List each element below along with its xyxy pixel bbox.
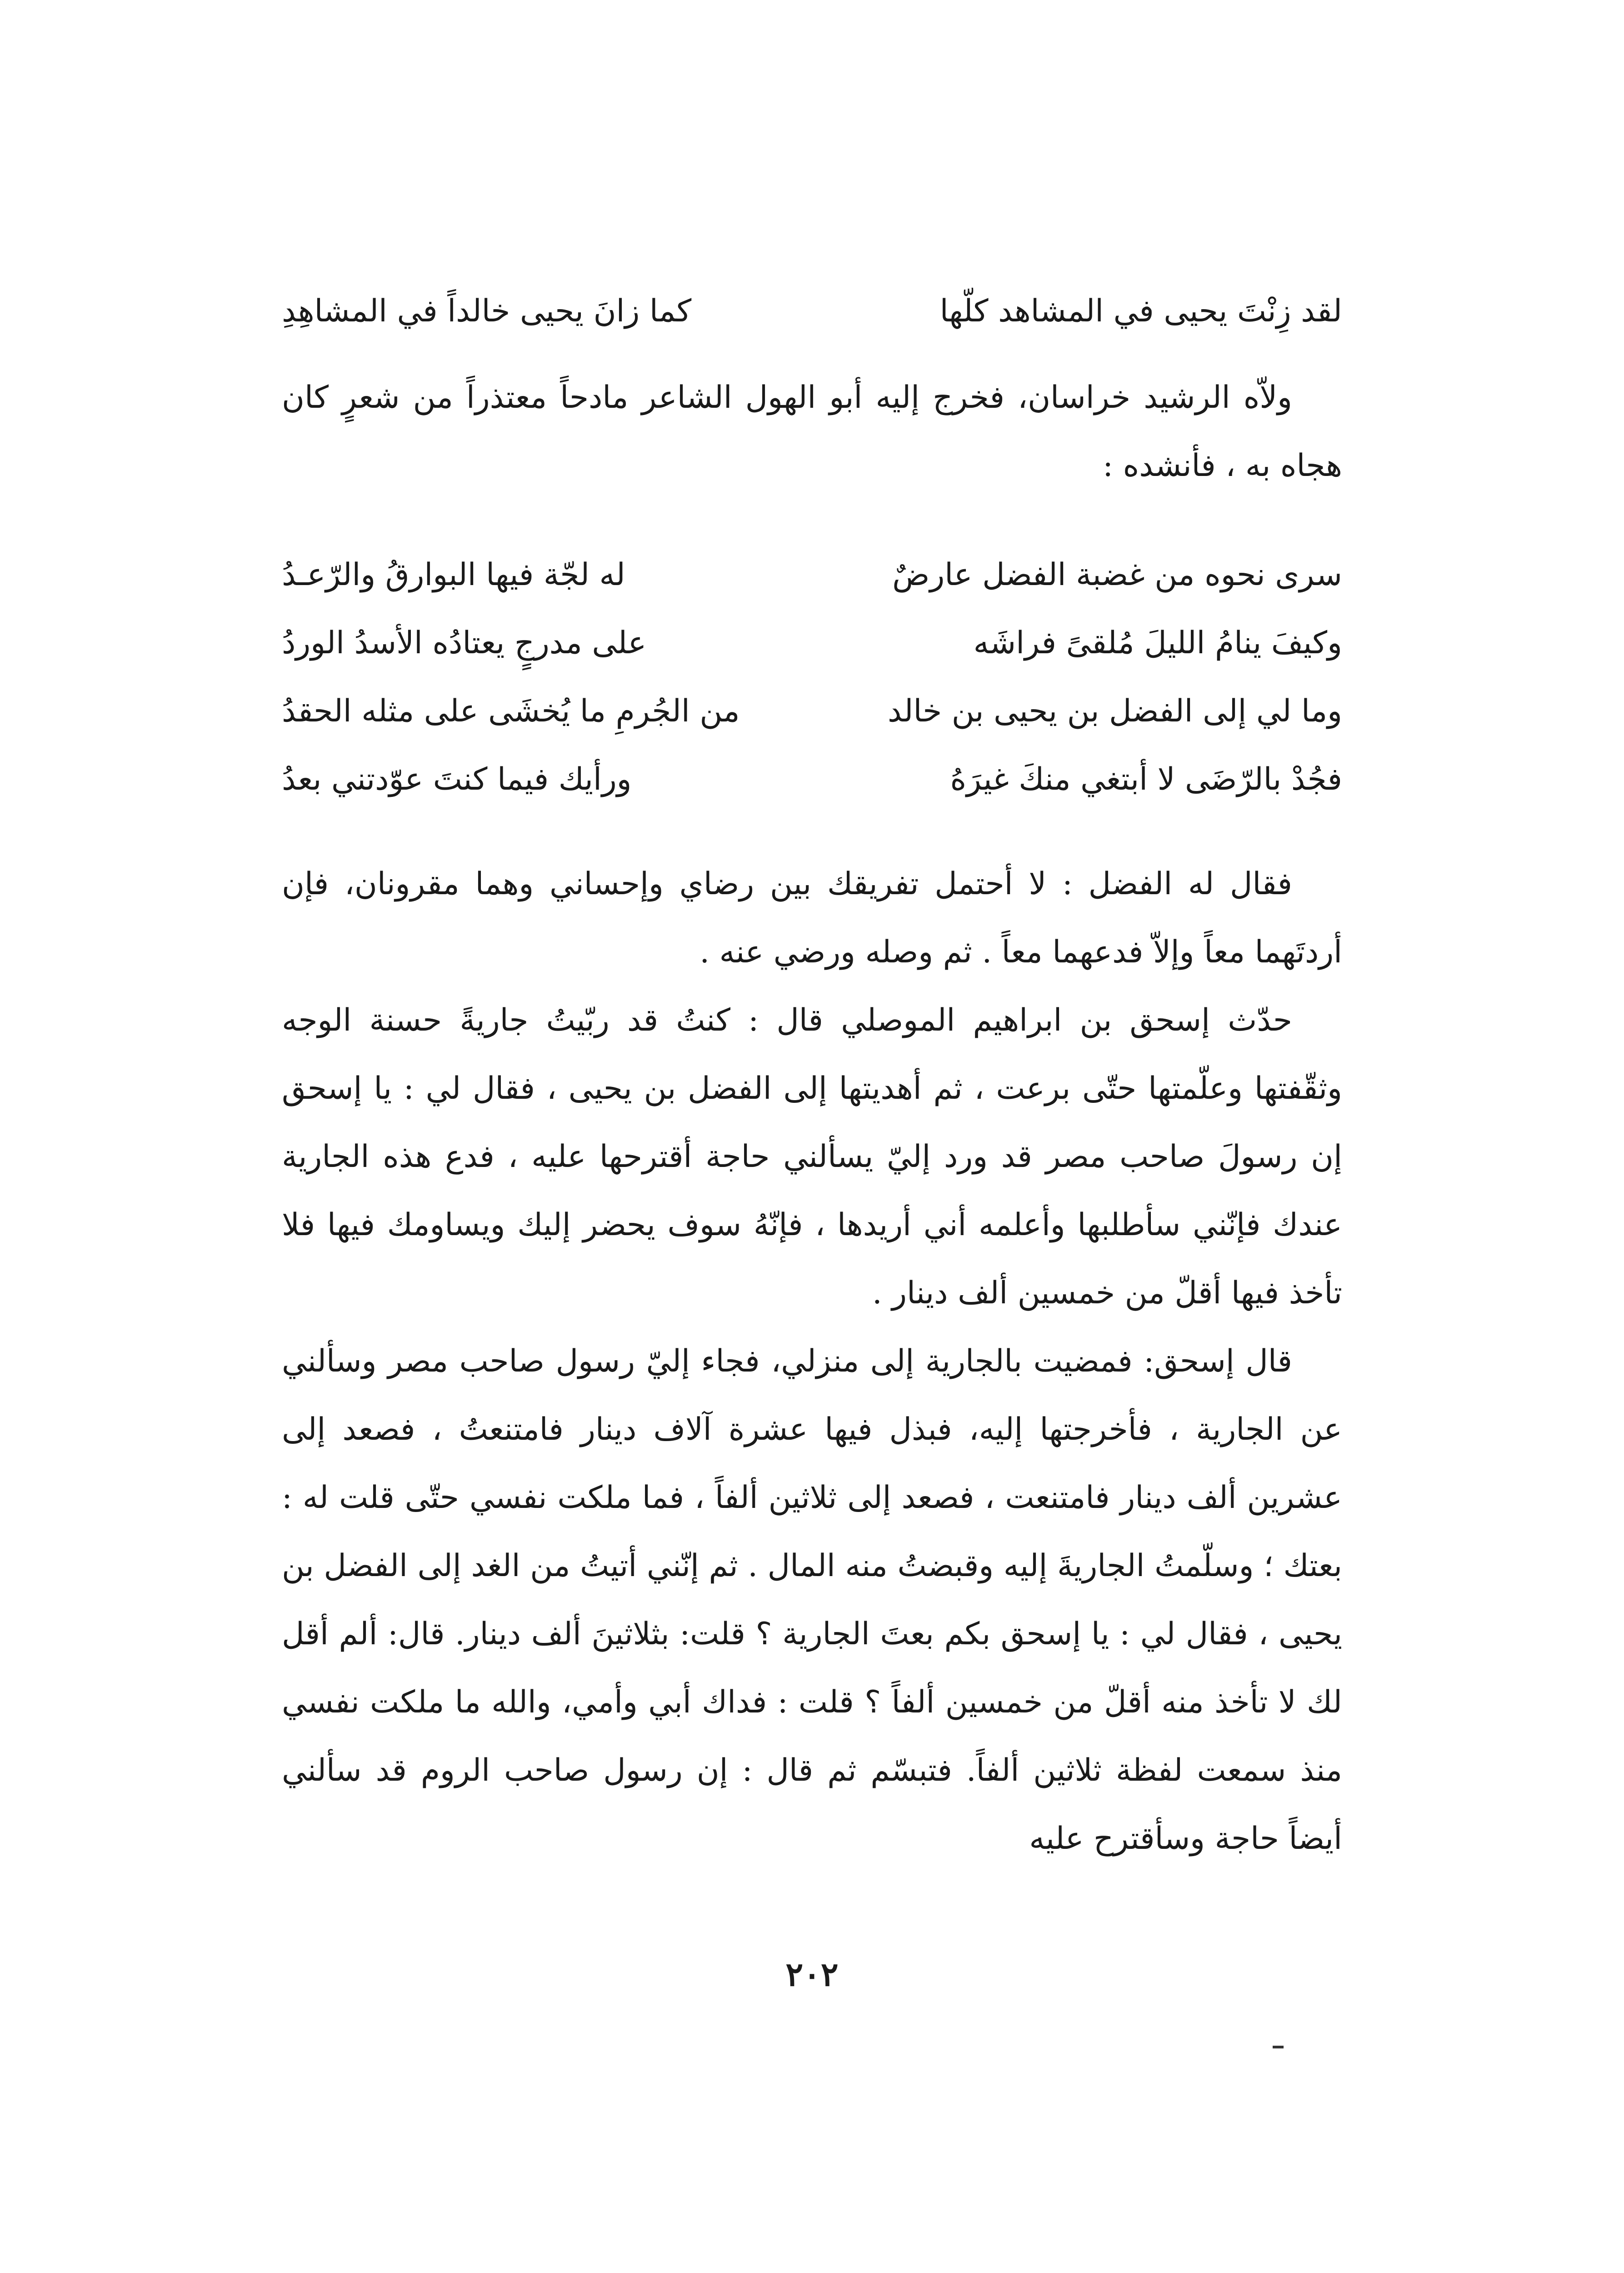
scan-mark	[1273, 2046, 1284, 2048]
poem-block	[282, 541, 1342, 814]
poem-verse	[282, 677, 1342, 746]
paragraph-ishaq-story-start: حدّث إسحق بن ابراهيم الموصلي قال : كنتُ قد ربّيتُ جاريةً حسنة الوجه وثقّفتها وعلّمتها حتّى برعت ، ثم أهديتها إلى الفضل بن يحيى ، فقال لي : يا إسحق إن رسولَ صاحب مصر قد ورد إليّ يسألني حاجة أقترحها عليه ، فدع هذه الجارية عندك فإنّني سأطلبها وأعلمه أني أريدها ، فإنّهُ سوف يحضر إليك ويساومك فيها فلا تأخذ فيها أقلّ من خمسين ألف دينار .	[282, 1002, 1342, 1311]
opening-verse	[282, 277, 1342, 345]
page-body	[282, 268, 1342, 1873]
poem-verse-first-hemistich: وكيفَ ينامُ الليلَ مُلقىً فراشَه	[973, 625, 1342, 661]
poem-verse-first-hemistich: وما لي إلى الفضل بن يحيى بن خالد	[887, 693, 1342, 729]
poem-verse-first-hemistich: فجُدْ بالرّضَى لا أبتغي منكَ غيرَهُ	[950, 761, 1342, 797]
opening-verse-first-hemistich: لقد زِنْتَ يحيى في المشاهد كلّها	[939, 293, 1342, 329]
paragraph-ishaq-story-continued: قال إسحق: فمضيت بالجارية إلى منزلي، فجاء إليّ رسول صاحب مصر وسألني عن الجارية ، فأخرجتها إليه، فبذل فيها عشرة آلاف دينار فامتنعتُ ، فصعد إلى عشرين ألف دينار فامتنعت ، فصعد إلى ثلاثين ألفاً ، فما ملكت نفسي حتّى قلت له : بعتك ؛ وسلّمتُ الجاريةَ إليه وقبضتُ منه المال . ثم إنّني أتيتُ من الغد إلى الفضل بن يحيى ، فقال لي : يا إسحق بكم بعتَ الجارية ؟ قلت: بثلاثينَ ألف دينار. قال: ألم أقل لك لا تأخذ منه أقلّ من خمسين ألفاً ؟ قلت : فداك أبي وأمي، والله ما ملكت نفسي منذ سمعت لفظة ثلاثين ألفاً. فتبسّم ثم قال : إن رسول صاحب الروم قد سألني أيضاً حاجة وسأقترح عليه	[282, 1343, 1342, 1857]
poem-verse	[282, 746, 1342, 814]
paragraph-fadl-reply: فقال له الفضل : لا أحتمل تفريقك بين رضاي وإحساني وهما مقرونان، فإن أردتَهما معاً وإلاّ فدعهما معاً . ثم وصله ورضي عنه .	[282, 866, 1342, 970]
poem-verse-second-hemistich: على مدرجٍ يعتادُه الأسدُ الوردُ	[282, 625, 647, 661]
poem-verse	[282, 541, 1342, 609]
poem-verse-second-hemistich: له لجّة فيها البوارقُ والرّعـدُ	[282, 557, 625, 593]
opening-verse-second-hemistich: كما زانَ يحيى خالداً في المشاهِدِ	[282, 293, 692, 329]
poem-verse	[282, 609, 1342, 677]
poem-verse-first-hemistich: سرى نحوه من غضبة الفضل عارضٌ	[892, 557, 1342, 593]
paragraph-abu-al-hawl: ولاّه الرشيد خراسان، فخرج إليه أبو الهول الشاعر مادحاً معتذراً من شعرٍ كان هجاه به ، فأنشده :	[282, 380, 1342, 484]
poem-verse-second-hemistich: من الجُرمِ ما يُخشَى على مثله الحقدُ	[282, 693, 740, 729]
page-number: ٢٠٢	[785, 1955, 839, 1993]
poem-verse-second-hemistich: ورأيك فيما كنتَ عوّدتني بعدُ	[282, 761, 632, 797]
